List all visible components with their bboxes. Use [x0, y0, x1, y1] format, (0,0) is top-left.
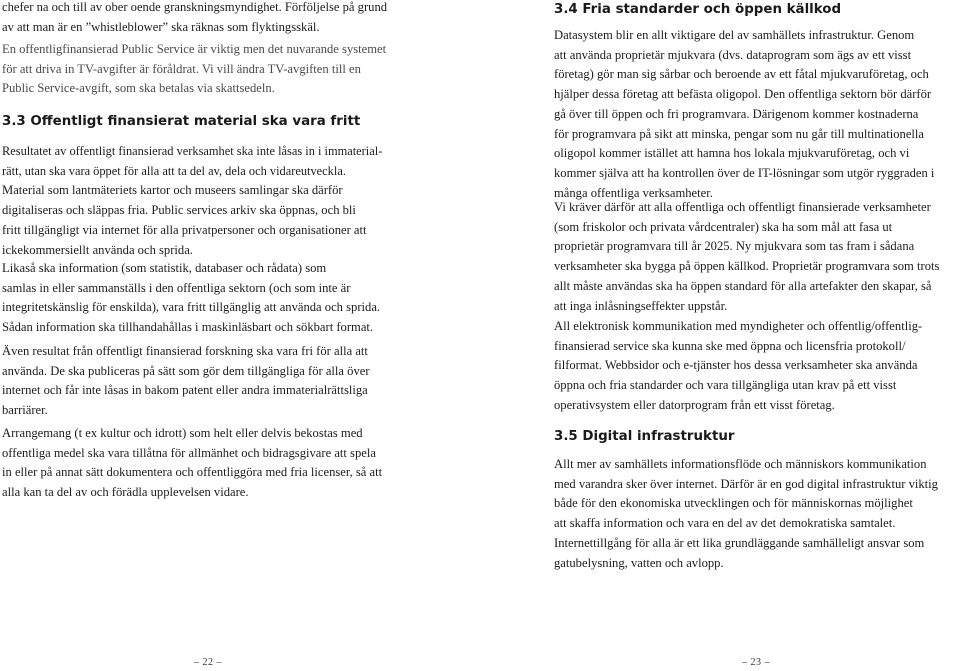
text-line: för att driva in TV-avgifter är föråldrat. Vi vill ändra TV-avgiften till en: [2, 61, 361, 76]
text-line: barriärer.: [2, 403, 48, 418]
text-line: rätt, utan ska vara öppet för alla att ta del av, dela och vidareutveckla.: [2, 163, 346, 178]
text-line: (som friskolor och privata vårdcentraler) ska ha som mål att fasa ut: [554, 219, 893, 234]
text-line: integritetskänslig för enskilda), vara fritt tillgänglig att använda och sprida.: [2, 300, 381, 315]
section-heading-3-4: 3.4 Fria standarder och öppen källkod: [554, 2, 842, 17]
text-line: chefer na och till av ober oende granskningsmyndighet. Förföljelse på grund: [2, 0, 388, 14]
paragraph-arrangemang: [2, 424, 382, 503]
text-line: med varandra sker över internet. Därför är en god digital infrastruktur viktig: [554, 476, 938, 491]
paragraph-public-service: [2, 40, 386, 99]
text-line: hjälper dessa företag att befästa oligopol. Den offentliga sektorn bör därför: [554, 87, 932, 102]
text-line: företag) gör man sig sårbar och beroende av ett fåtal mjukvaruföretag, och: [554, 67, 929, 82]
text-line: Sådan information ska tillhandahållas i maskinläsbart och sökbart format.: [2, 320, 374, 335]
text-line: Allt mer av samhällets informationsflöde och människors kommunikation: [554, 457, 927, 471]
text-line: finansierad service ska kunna ske med öppna och licensfria protokoll/: [554, 338, 906, 353]
section-heading-3-3: 3.3 Offentligt finansierat material ska vara fritt: [2, 114, 361, 129]
text-line: Internettillgång för alla är ett lika grundläggande samhälleligt ansvar som: [554, 535, 925, 550]
text-line: gatubelysning, vatten och avlopp.: [554, 555, 724, 570]
text-line: Public Service-avgift, som ska betalas via skattsedeln.: [2, 81, 275, 96]
text-line: många offentliga verksamheter.: [554, 185, 713, 200]
text-line: använda. De ska publiceras på sätt som gör dem tillgängliga för alla över: [2, 363, 370, 378]
text-line: alla kan ta del av och förädla upplevelsen vidare.: [2, 485, 249, 500]
text-line: Material som lantmäteriets kartor och museers samlingar ska därför: [2, 183, 343, 198]
text-line: oligopol kommer istället att hamna hos lokala mjukvaruföretag, och vi: [554, 146, 910, 161]
text-line: filformat. Webbsidor och e-tjänster hos dessa verksamheter ska använda: [554, 358, 918, 373]
text-line: för programvara på sikt att minska, pengar som nu går till multinationella: [554, 126, 925, 141]
text-line: öppna och fria standarder och vara tillgängliga utan krav på ett visst: [554, 378, 897, 393]
text-line: både för den ekonomiska utvecklingen och för människornas möjlighet: [554, 496, 913, 511]
text-line: internet och får inte låsas in bakom patent eller andra immaterialrättsliga: [2, 383, 368, 398]
text-line: att skaffa information och vara en del av det demokratiska samtalet.: [554, 516, 896, 531]
text-line: Även resultat från offentligt finansierad forskning ska vara fri för alla att: [2, 344, 368, 358]
text-line: operativsystem eller datorprogram från ett visst företag.: [554, 397, 835, 412]
text-line: att inga inlåsningseffekter uppstår.: [554, 298, 728, 313]
text-line: digitaliseras och släppas fria. Public services arkiv ska öppnas, och bli: [2, 203, 356, 218]
text-line: Likaså ska information (som statistik, databaser och rådata) som: [2, 261, 327, 275]
paragraph-resultatet: [2, 142, 382, 260]
text-line: Datasystem blir en allt viktigare del av samhällets infrastruktur. Genom: [554, 28, 915, 42]
text-line: Arrangemang (t ex kultur och idrott) som helt eller delvis bekostas med: [2, 426, 363, 440]
text-line: fritt tillgängligt via internet för alla privatpersoner och organisationer att: [2, 222, 367, 237]
text-line: att använda proprietär mjukvara (dvs. dataprogram som ägs av ett visst: [554, 47, 912, 62]
text-line: All elektronisk kommunikation med myndigheter och offentlig/offentlig-: [554, 319, 923, 333]
text-line: verksamheter ska bygga på öppen källkod. Proprietär programvara som trots: [554, 259, 940, 274]
text-line: kommer själva att ha kontrollen över de IT-lösningar som utgör ryggraden i: [554, 165, 935, 180]
text-line: proprietär programvara till år 2025. Ny mjukvara som tas fram i sådana: [554, 239, 915, 254]
section-heading-3-5: 3.5 Digital infrastruktur: [554, 429, 735, 444]
text-line: gå över till öppen och fri programvara. Därigenom kommer kostnaderna: [554, 106, 919, 121]
paragraph-vi-kraver: [554, 198, 939, 316]
text-line: ickekommersiellt använda och sprida.: [2, 242, 193, 257]
text-line: samlas in eller sammanställs i den offentliga sektorn (och som inte är: [2, 280, 351, 295]
paragraph-whistleblower: [2, 0, 387, 37]
text-line: in eller på annat sätt dokumentera och offentliggöra med fria licenser, så att: [2, 465, 383, 480]
paragraph-forskning: [2, 342, 370, 421]
paragraph-elektronisk-kommunikation: [554, 317, 922, 416]
paragraph-datasystem: [554, 26, 934, 203]
text-line: allt måste användas ska ha öppen standard för alla artefakter den skapar, så: [554, 278, 932, 293]
page-number-right: – 23 –: [742, 657, 770, 668]
text-line: Resultatet av offentligt finansierad verksamhet ska inte låsas in i immaterial-: [2, 144, 383, 158]
text-line: offentliga medel ska vara tillåtna för allmänhet och bidragsgivare att spela: [2, 445, 376, 460]
text-line: av att man är en ”whistleblower” ska räknas som flyktingsskäl.: [2, 19, 320, 34]
paragraph-likasa: [2, 259, 380, 338]
text-line: Vi kräver därför att alla offentliga och offentligt finansierade verksamheter: [554, 200, 931, 214]
page-number-left: – 22 –: [194, 657, 222, 668]
text-line: En offentligfinansierad Public Service är viktig men det nuvarande systemet: [2, 42, 387, 56]
paragraph-digital-infrastruktur: [554, 455, 938, 573]
